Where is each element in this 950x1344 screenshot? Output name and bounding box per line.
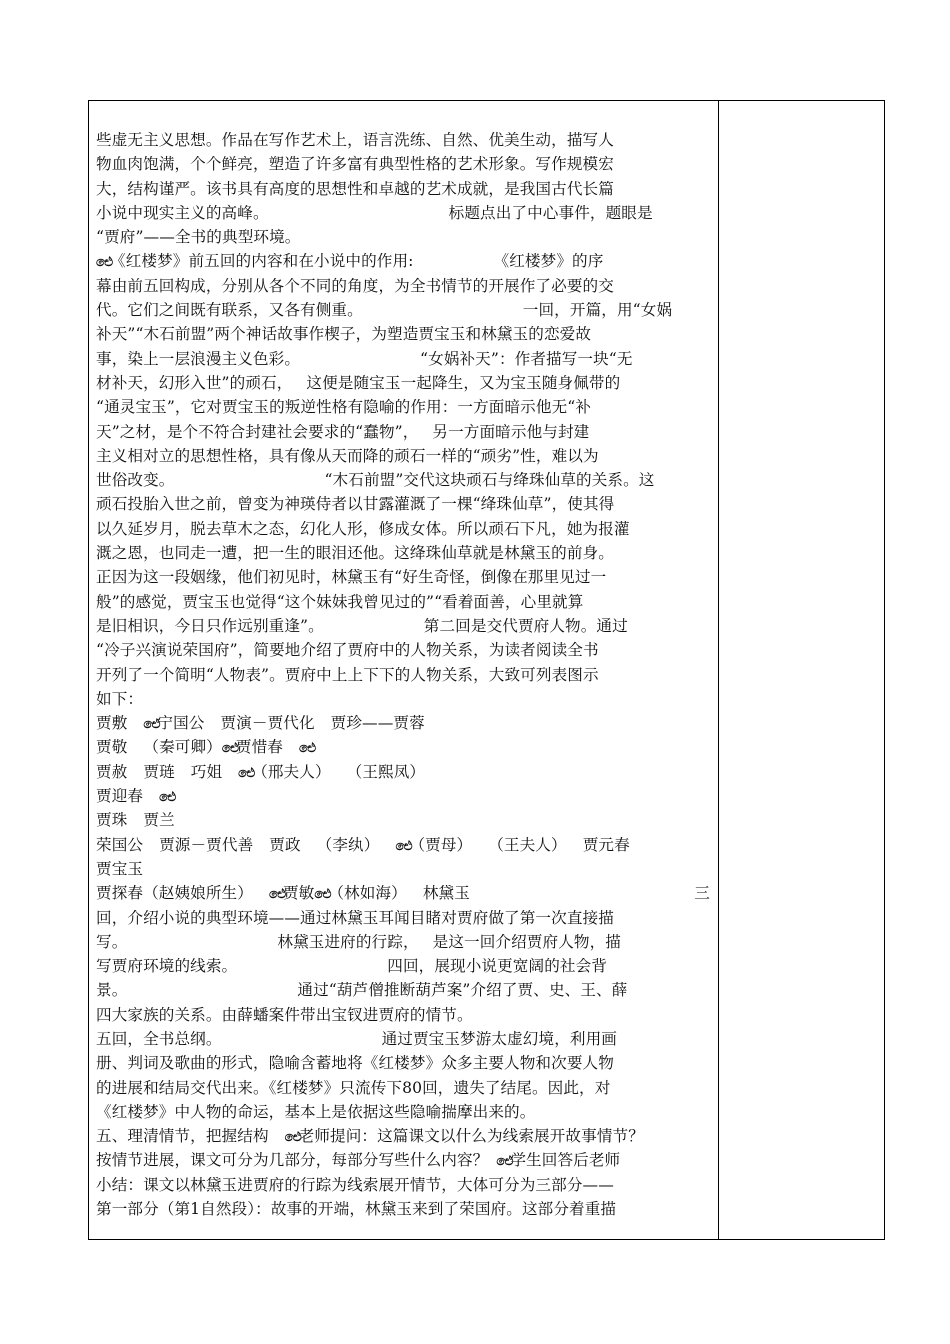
bullet-icon: ඓ (284, 1130, 302, 1146)
bullet-icon: ඓ (96, 255, 114, 271)
bullet-icon: ඓ (298, 741, 317, 757)
text-line: 册、判词及歌曲的形式，隐喻含蓄地将《红楼梦》众多主要人物和次要人物 (96, 1054, 614, 1073)
text-line: 溉之恩，也同走一遭，把一生的眼泪还他。这绛珠仙草就是林黛玉的前身。 (96, 544, 614, 563)
family-tree-row: 贾探春（赵姨娘所生） ඓ贾敏ඓ（林如海） 林黛玉 三 (96, 881, 710, 905)
text-line: 小结：课文以林黛玉进贾府的行踪为线索展开情节，大体可分为三部分—— (96, 1175, 614, 1194)
bullet-icon: ඓ (496, 1154, 514, 1170)
column-divider (718, 100, 719, 1240)
bullet-icon: ඓ (159, 790, 177, 806)
lesson-text (96, 128, 710, 1240)
text-line: 小说中现实主义的高峰。 标题点出了中心事件，题眼是 (96, 203, 653, 222)
text-line: 写。 林黛玉进府的行踪， 是这一回介绍贾府人物，描 (96, 932, 621, 951)
text-line: “冷子兴演说荣国府”，简要地介绍了贾府中的人物关系，为读者阅读全书 (96, 641, 599, 660)
family-tree-row: 贾迎春 ඓ (96, 784, 710, 808)
text-line: 五、理清情节，把握结构 ඓ老师提问：这篇课文以什么为线索展开故事情节？ (96, 1124, 710, 1148)
text-line: 开列了一个简明“人物表”。贾府中上上下下的人物关系，大致可列表图示 (96, 665, 599, 684)
text-line: 些虚无主义思想。作品在写作艺术上，语言洗练、自然、优美生动，描写人 (96, 131, 614, 149)
text-line: 第一部分（第1自然段）：故事的开端，林黛玉来到了荣国府。这部分着重描 (96, 1200, 617, 1219)
family-tree-row: 贾敷 ඓ宁国公 贾演－贾代化 贾珍——贾蓉 (96, 711, 710, 735)
text-line: 天”之材，是个不符合封建社会要求的“蠢物”， 另一方面暗示他与封建 (96, 422, 590, 441)
text-line: 幕由前五回构成，分别从各个不同的角度，为全书情节的开展作了必要的交 (96, 276, 614, 295)
text-line: “贾府”——全书的典型环境。 (96, 228, 301, 247)
bullet-icon: ඓ (238, 765, 256, 781)
bullet-icon: ඓ (221, 741, 240, 757)
bullet-icon: ඓ (143, 717, 161, 733)
text-line: 正因为这一段姻缘，他们初见时，林黛玉有“好生奇怪，倒像在那里见过一 (96, 568, 607, 587)
text-line: 是旧相识，今日只作远别重逢”。 第二回是交代贾府人物。通过 (96, 616, 628, 635)
text-line: 以久延岁月，脱去草木之态，幻化人形，修成女体。所以顽石下凡，她为报灌 (96, 519, 630, 538)
text-line: 事，染上一层浪漫主义色彩。 “女娲补天”：作者描写一块“无 (96, 349, 633, 368)
text-line: 顽石投胎入世之前，曾变为神瑛侍者以甘露灌溉了一棵“绛珠仙草”，使其得 (96, 495, 615, 514)
bullet-icon: ඓ (268, 887, 287, 903)
family-tree-row: 贾敬 （秦可卿）ඓ贾惜春 ඓ (96, 735, 710, 759)
text-line: 写贾府环境的线索。 四回，展现小说更宽阔的社会背 (96, 957, 607, 976)
bullet-icon: ඓ (395, 838, 413, 854)
text-line: 大，结构谨严。该书具有高度的思想性和卓越的艺术成就，是我国古代长篇 (96, 179, 614, 198)
text-line: 的进展和结局交代出来。《红楼梦》只流传下80回，遗失了结尾。因此，对 (96, 1078, 611, 1097)
text-line: 景。 通过“葫芦僧推断葫芦案”介绍了贾、史、王、薛 (96, 981, 628, 1000)
text-line: ඓ《红楼梦》前五回的内容和在小说中的作用: 《红楼梦》的序 (96, 249, 710, 273)
text-line: 补天”“木石前盟”两个神话故事作楔子，为塑造贾宝玉和林黛玉的恋爱故 (96, 325, 592, 344)
bullet-icon: ඓ (314, 887, 332, 903)
family-tree-row: 贾赦 贾琏 巧姐 ඓ（邢夫人） （王熙凤） (96, 760, 710, 784)
family-tree-row: 贾宝玉 (96, 859, 144, 878)
family-tree-row: 荣国公 贾源－贾代善 贾政 （李纨） ඓ（贾母） （王夫人） 贾元春 (96, 833, 710, 857)
text-line: 四大家族的关系。由薛蟠案件带出宝钗进贾府的情节。 (96, 1005, 473, 1024)
family-tree-row: 贾珠 贾兰 (96, 811, 175, 830)
text-line: 物血肉饱满，个个鲜亮，塑造了许多富有典型性格的艺术形象。写作规模宏 (96, 155, 614, 174)
text-line: 回，介绍小说的典型环境——通过林黛玉耳闻目睹对贾府做了第一次直接描 (96, 908, 614, 927)
text-line: 世俗改变。 “木石前盟”交代这块顽石与绛珠仙草的关系。这 (96, 471, 655, 490)
text-line: 材补天，幻形入世”的顽石， 这便是随宝玉一起降生，又为宝玉随身佩带的 (96, 373, 621, 392)
text-line: 代。它们之间既有联系，又各有侧重。 一回，开篇，用“女娲 (96, 301, 673, 320)
text-line: 五回，全书总纲。 通过贾宝玉梦游太虚幻境，利用画 (96, 1029, 617, 1048)
text-line: 般”的感觉，贾宝玉也觉得“这个妹妹我曾见过的”“看着面善，心里就算 (96, 592, 584, 611)
text-line: 《红楼梦》中人物的命运，基本上是依据这些隐喻揣摩出来的。 (96, 1102, 536, 1121)
text-line: 按情节进展，课文可分为几部分，每部分写些什么内容？ ඓ学生回答后老师 (96, 1148, 710, 1172)
text-line: “通灵宝玉”，它对贾宝玉的叛逆性格有隐喻的作用：一方面暗示他无“补 (96, 398, 592, 417)
text-line: 主义相对立的思想性格，具有像从天而降的顽石一样的“顽劣”性，难以为 (96, 446, 599, 465)
text-line: 如下： (96, 689, 144, 708)
